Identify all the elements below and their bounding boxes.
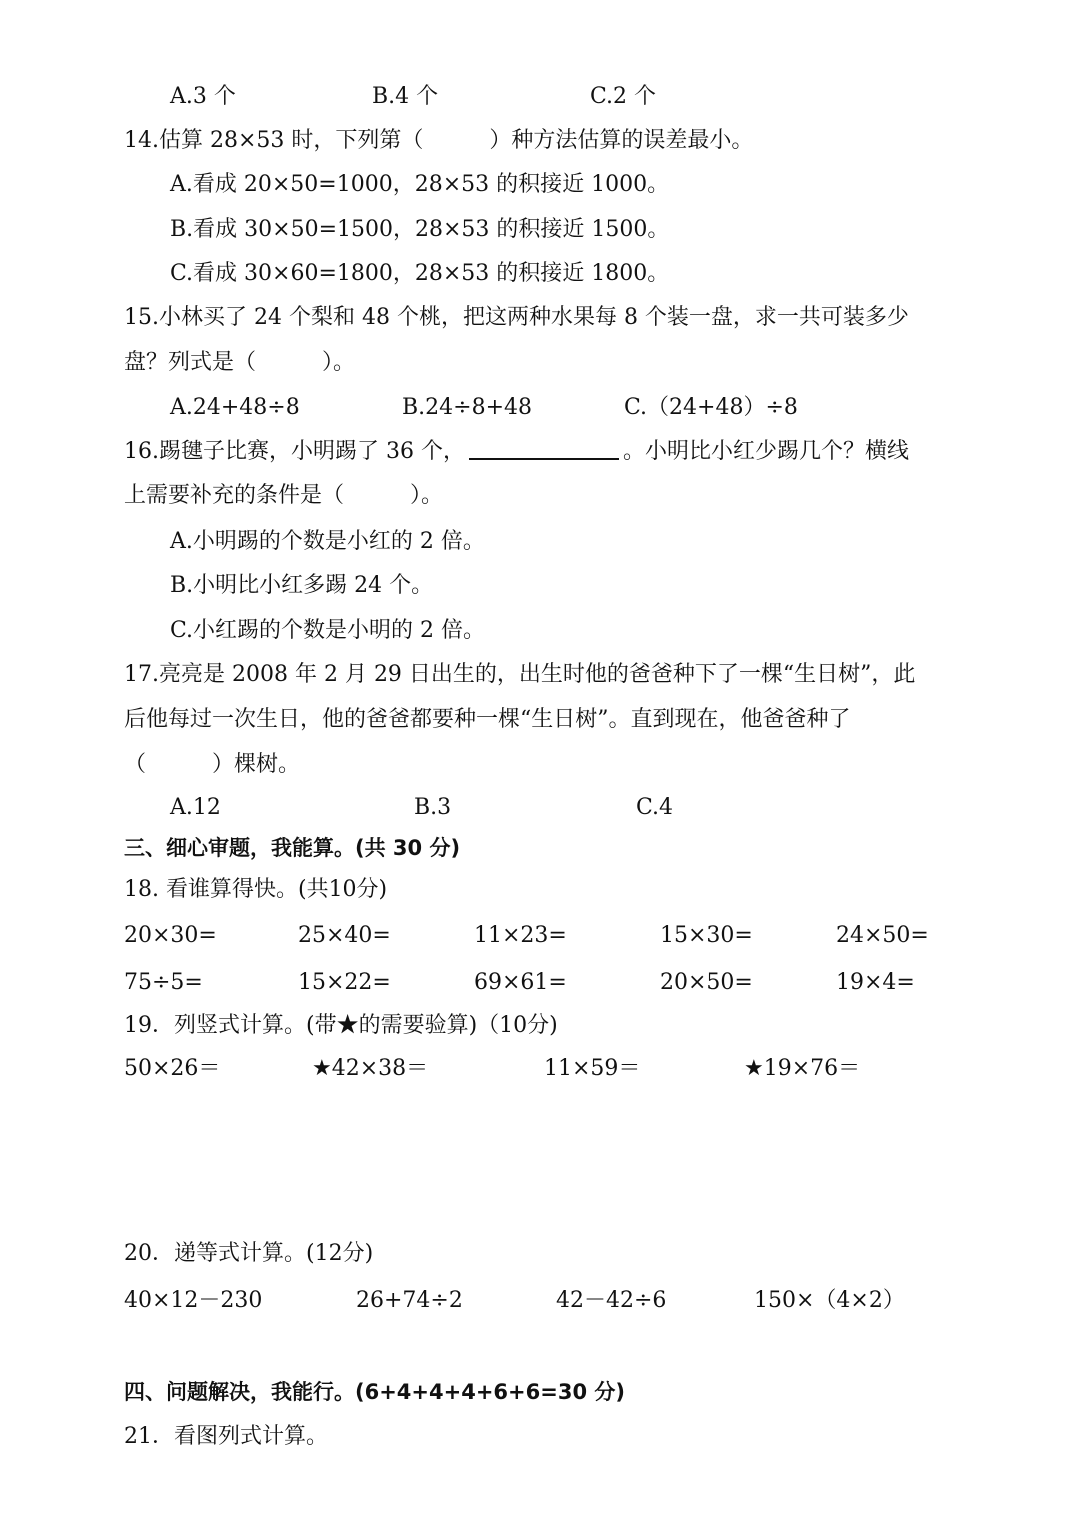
q20-expr: 40×12－230 — [124, 1288, 263, 1313]
q17-stem-line1: 17.亮亮是 2008 年 2 月 29 日出生的，出生时他的爸爸种下了一棵“生日树”，此 — [124, 662, 916, 687]
q19-expr: 50×26＝ — [124, 1056, 221, 1081]
q21-title: 21．看图列式计算。 — [124, 1424, 328, 1449]
q18-expr: 69×61= — [474, 970, 567, 995]
q20-expr: 42－42÷6 — [556, 1288, 667, 1313]
q18-expr: 20×30= — [124, 923, 217, 948]
q17-option-b: B.3 — [414, 795, 452, 820]
q16-stem-part2: 。小明比小红少踢几个？横线 — [622, 439, 909, 464]
q16-stem-part1: 16.踢毽子比赛，小明踢了 36 个， — [124, 439, 465, 464]
q18-expr: 15×22= — [298, 970, 391, 995]
section-4-heading: 四、问题解决，我能行。(6+4+4+4+6+6=30 分) — [124, 1380, 625, 1404]
q18-expr: 19×4= — [836, 970, 915, 995]
q18-title: 18. 看谁算得快。(共10分) — [124, 877, 388, 902]
q18-expr: 11×23= — [474, 923, 567, 948]
q14-option-b: B.看成 30×50=1500，28×53 的积接近 1500。 — [170, 217, 670, 242]
q15-option-a: A.24+48÷8 — [170, 395, 300, 420]
q15-stem-line1: 15.小林买了 24 个梨和 48 个桃，把这两种水果每 8 个装一盘，求一共可装多少 — [124, 305, 909, 330]
q20-expr: 150×（4×2） — [754, 1288, 905, 1313]
q16-option-c: C.小红踢的个数是小明的 2 倍。 — [170, 618, 486, 643]
q13-option-a: A.3 个 — [170, 84, 236, 109]
q18-expr: 15×30= — [660, 923, 753, 948]
q16-stem-line2: 上需要补充的条件是（ ）。 — [124, 483, 444, 508]
q14-stem: 14.估算 28×53 时，下列第（ ）种方法估算的误差最小。 — [124, 128, 754, 153]
q17-option-a: A.12 — [170, 795, 221, 820]
q16-option-b: B.小明比小红多踢 24 个。 — [170, 573, 434, 598]
q18-expr: 25×40= — [298, 923, 391, 948]
q17-stem-line3: （ ）棵树。 — [124, 752, 301, 777]
q16-option-a: A.小明踢的个数是小红的 2 倍。 — [170, 529, 485, 554]
q15-option-c: C.（24+48）÷8 — [624, 395, 798, 420]
q15-option-b: B.24÷8+48 — [402, 395, 533, 420]
q20-expr: 26+74÷2 — [356, 1288, 463, 1313]
q14-option-c: C.看成 30×60=1800，28×53 的积接近 1800。 — [170, 261, 670, 286]
section-3-heading: 三、细心审题，我能算。(共 30 分) — [124, 836, 461, 860]
q20-title: 20．递等式计算。(12分) — [124, 1241, 374, 1266]
q18-expr: 20×50= — [660, 970, 753, 995]
q16-stem-line1 — [124, 437, 909, 467]
q15-stem-line2: 盘？列式是（ ）。 — [124, 350, 356, 375]
q18-expr: 75÷5= — [124, 970, 203, 995]
q16-blank-line — [469, 458, 619, 460]
q14-option-a: A.看成 20×50=1000，28×53 的积接近 1000。 — [170, 172, 670, 197]
q13-option-b: B.4 个 — [372, 84, 439, 109]
q17-stem-line2: 后他每过一次生日，他的爸爸都要种一棵“生日树”。直到现在，他爸爸种了 — [124, 707, 851, 732]
q18-expr: 24×50= — [836, 923, 929, 948]
q17-option-c: C.4 — [636, 795, 674, 820]
q19-expr-starred: ★42×38＝ — [312, 1056, 429, 1081]
q19-title: 19．列竖式计算。(带★的需要验算)（10分) — [124, 1013, 558, 1038]
q13-option-c: C.2 个 — [590, 84, 657, 109]
q19-expr-starred: ★19×76＝ — [744, 1056, 861, 1081]
q19-expr: 11×59＝ — [544, 1056, 641, 1081]
